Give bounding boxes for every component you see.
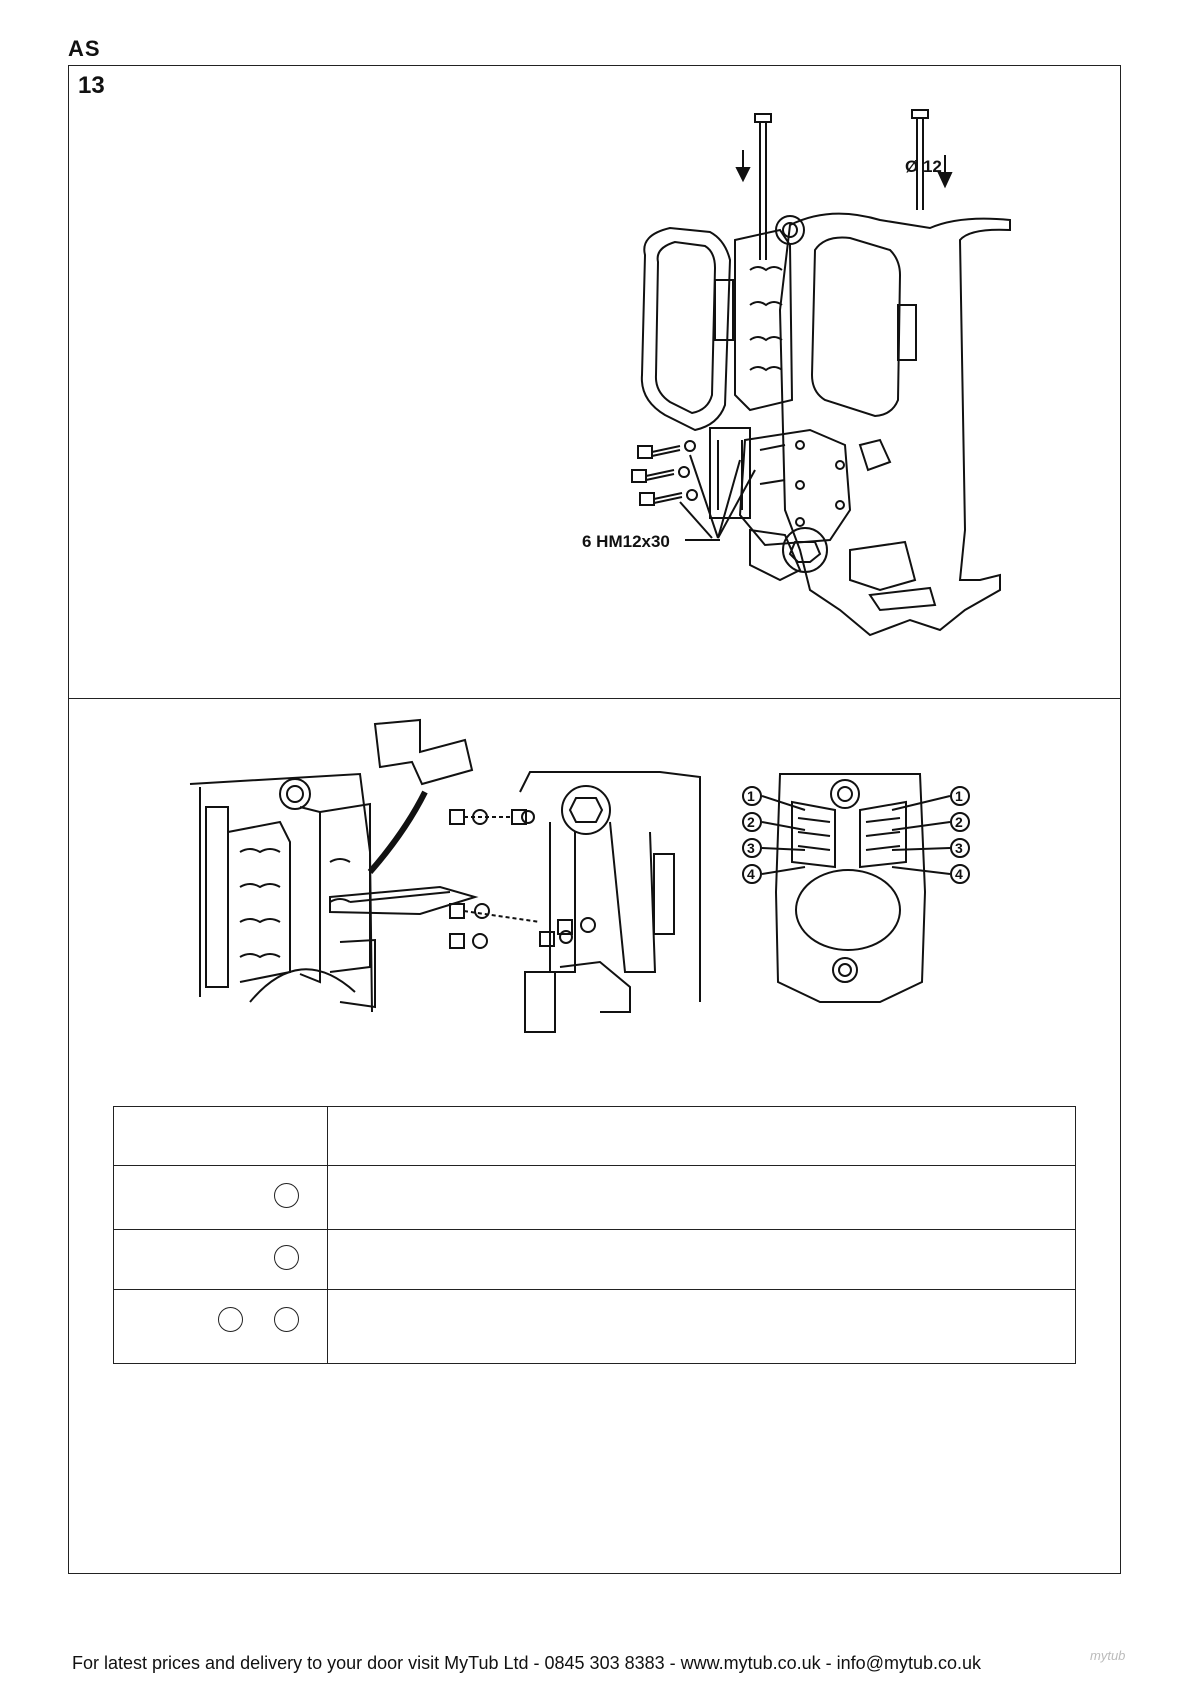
cleaning-illustration (180, 712, 1020, 1032)
marker-right-2: 2 (955, 814, 963, 830)
marker-right-1: 1 (955, 788, 963, 804)
footer-text: For latest prices and delivery to your door visit MyTub Ltd - 0845 303 8383 - www.mytub.co.uk - info@mytub.co.uk (72, 1653, 982, 1673)
section-number: 13 (78, 72, 105, 99)
marker-left-1: 1 (747, 788, 755, 804)
marker-right-4: 4 (955, 866, 963, 882)
assembly-drawing (582, 110, 1030, 650)
marker-left-3: 3 (747, 840, 755, 856)
table-row-divider (114, 1165, 1075, 1166)
marker-left-2: 2 (747, 814, 755, 830)
table-row-divider (114, 1289, 1075, 1290)
assembly-illustration (582, 110, 1030, 650)
table-marker-circle (274, 1183, 299, 1208)
table-marker-circle (274, 1307, 299, 1332)
table-marker-circle (218, 1307, 243, 1332)
footer-logo: mytub (1090, 1648, 1126, 1663)
header-label: AS (68, 36, 101, 61)
cleaning-drawing (180, 712, 1020, 1032)
table-marker-circle (274, 1245, 299, 1270)
marker-left-4: 4 (747, 866, 755, 882)
bolts-callout: 6 HM12x30 (582, 532, 670, 551)
legend-table (113, 1106, 1076, 1364)
marker-right-3: 3 (955, 840, 963, 856)
table-row-divider (114, 1229, 1075, 1230)
section-divider (68, 698, 1121, 699)
table-column-divider (327, 1107, 328, 1363)
diameter-callout: Ø 12 (905, 157, 942, 176)
